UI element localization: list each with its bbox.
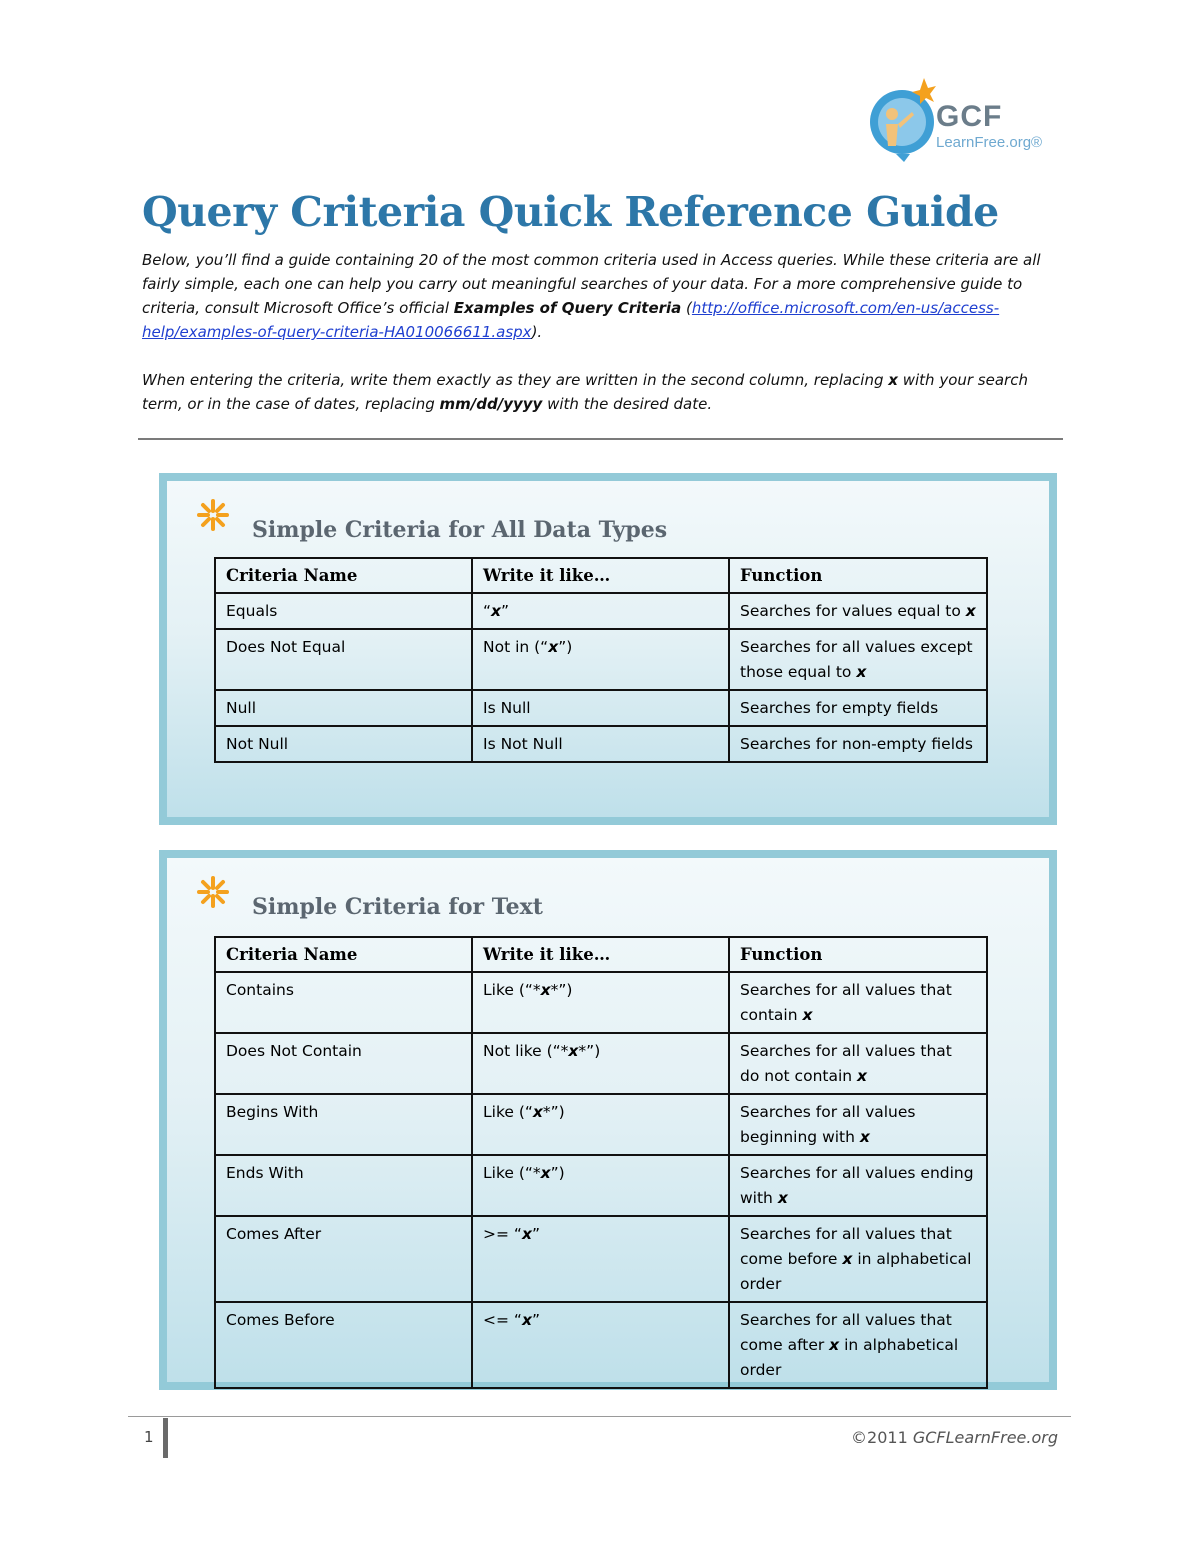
cell-text: Searches for all values that contain — [740, 981, 952, 1024]
intro-text-run: When entering the criteria, write them exactly as they are written in the second column, replacing — [142, 371, 889, 389]
intro-text-run: ). — [531, 323, 543, 341]
search-term-placeholder: x — [568, 1042, 579, 1060]
search-term-placeholder: x — [777, 1189, 788, 1207]
search-term-placeholder: x — [540, 981, 551, 999]
cell-text: Searches for all values except those equal to — [740, 638, 973, 681]
table-row — [215, 1155, 987, 1216]
criteria-name-cell — [215, 1216, 472, 1302]
function-cell — [729, 1094, 987, 1155]
intro-bold-run: Examples of Query Criteria — [453, 299, 682, 317]
cell-text: Searches for all values ending with — [740, 1164, 974, 1207]
cell-text: in alphabetical order — [740, 1336, 959, 1379]
criteria-table — [214, 936, 988, 1389]
cell-text: Not like (“* — [483, 1042, 569, 1060]
cell-text: Like (“* — [483, 1164, 541, 1182]
function-cell — [729, 1302, 987, 1388]
cell-text: Searches for all values that come after — [740, 1311, 952, 1354]
search-term-placeholder: x — [829, 1336, 840, 1354]
cell-text: Like (“* — [483, 981, 541, 999]
section-title: Simple Criteria for Text — [252, 894, 543, 920]
search-term-placeholder: x — [540, 1164, 551, 1182]
intro-bold-run: mm/dd/yyyy — [439, 395, 543, 413]
write-it-like-cell — [472, 593, 729, 629]
copyright-year: ©2011 — [851, 1428, 913, 1447]
write-it-like-cell — [472, 1302, 729, 1388]
criteria-name-cell — [215, 593, 472, 629]
cell-text: >= “ — [483, 1225, 522, 1243]
intro-bold-run: x — [888, 371, 898, 389]
intro-text-run: Below, you’ll find a guide containing 20 of the most common criteria used in Access queries. While these criteria are all fairly simple, each one can help you carry out meaningful searches of your data. For a more comprehensive guide to criteria, consult Microsoft Office’s official — [142, 251, 1041, 317]
cell-text: ”) — [558, 638, 573, 656]
search-term-placeholder: x — [548, 638, 559, 656]
intro-text-run: with the desired date. — [542, 395, 713, 413]
function-cell — [729, 972, 987, 1033]
cell-text: ” — [531, 1311, 540, 1329]
column-header: Criteria Name — [215, 937, 472, 972]
asterisk-icon — [195, 874, 231, 910]
cell-text: Comes After — [226, 1225, 322, 1243]
table-row — [215, 1302, 987, 1388]
globe-icon — [866, 72, 936, 162]
cell-text: *”) — [550, 981, 573, 999]
copyright — [851, 1428, 1058, 1447]
footer-divider — [128, 1416, 1071, 1417]
cell-text: Searches for empty fields — [740, 699, 939, 717]
function-cell — [729, 593, 987, 629]
write-it-like-cell — [472, 1094, 729, 1155]
cell-text: <= “ — [483, 1311, 522, 1329]
cell-text: *”) — [578, 1042, 601, 1060]
criteria-name-cell — [215, 972, 472, 1033]
table-row — [215, 690, 987, 726]
search-term-placeholder: x — [856, 663, 867, 681]
section-all-data-types — [159, 473, 1057, 825]
criteria-name-cell — [215, 726, 472, 762]
cell-text: Searches for values equal to — [740, 602, 966, 620]
cell-text: ” — [501, 602, 510, 620]
criteria-name-cell — [215, 629, 472, 690]
asterisk-icon — [195, 497, 231, 533]
logo-wordmark: GCF — [936, 100, 1003, 133]
table-row — [215, 1033, 987, 1094]
copyright-site: GCFLearnFree.org — [912, 1428, 1058, 1447]
cell-text: Ends With — [226, 1164, 304, 1182]
section-divider — [138, 438, 1063, 440]
column-header: Function — [729, 558, 987, 593]
write-it-like-cell — [472, 972, 729, 1033]
cell-text: Searches for non-empty fields — [740, 735, 973, 753]
page-title: Query Criteria Quick Reference Guide — [142, 188, 999, 236]
page-number: 1 — [144, 1428, 154, 1446]
cell-text: Not in (“ — [483, 638, 549, 656]
function-cell — [729, 1033, 987, 1094]
search-term-placeholder: x — [491, 602, 502, 620]
column-header: Write it like… — [472, 558, 729, 593]
table-row — [215, 726, 987, 762]
microsoft-criteria-link[interactable]: http://office.microsoft.com/en-us/access-help/examples-of-query-criteria-HA010066611.aspx — [142, 299, 1000, 341]
intro-text-run: ( — [681, 299, 692, 317]
cell-text: Like (“ — [483, 1103, 533, 1121]
search-term-placeholder: x — [857, 1067, 868, 1085]
table-row — [215, 1094, 987, 1155]
function-cell — [729, 726, 987, 762]
search-term-placeholder: x — [521, 1225, 532, 1243]
criteria-name-cell — [215, 1094, 472, 1155]
table-row — [215, 593, 987, 629]
cell-text: in alphabetical order — [740, 1250, 972, 1293]
write-it-like-cell — [472, 690, 729, 726]
column-header: Write it like… — [472, 937, 729, 972]
section-text — [159, 850, 1057, 1390]
intro-text — [142, 248, 1072, 416]
cell-text: Not Null — [226, 735, 289, 753]
write-it-like-cell — [472, 726, 729, 762]
search-term-placeholder: x — [965, 602, 976, 620]
search-term-placeholder: x — [532, 1103, 543, 1121]
section-title: Simple Criteria for All Data Types — [252, 517, 668, 543]
search-term-placeholder: x — [842, 1250, 853, 1268]
cell-text: Searches for all values that do not contain — [740, 1042, 952, 1085]
cell-text: Begins With — [226, 1103, 319, 1121]
cell-text: “ — [483, 602, 492, 620]
criteria-name-cell — [215, 690, 472, 726]
table-row — [215, 629, 987, 690]
intro-text-run: with your search term, or in the case of dates, replacing — [142, 371, 1028, 413]
function-cell — [729, 690, 987, 726]
column-header: Function — [729, 937, 987, 972]
cell-text: Does Not Equal — [226, 638, 346, 656]
cell-text: *”) — [542, 1103, 565, 1121]
cell-text: Null — [226, 699, 257, 717]
logo-subtext: LearnFree.org® — [936, 134, 1043, 151]
gcf-logo — [866, 72, 1066, 162]
criteria-name-cell — [215, 1033, 472, 1094]
criteria-name-cell — [215, 1155, 472, 1216]
cell-text: ” — [531, 1225, 540, 1243]
cell-text: Does Not Contain — [226, 1042, 362, 1060]
table-row — [215, 972, 987, 1033]
cell-text: Is Null — [483, 699, 531, 717]
search-term-placeholder: x — [802, 1006, 813, 1024]
cell-text: Contains — [226, 981, 294, 999]
search-term-placeholder: x — [521, 1311, 532, 1329]
write-it-like-cell — [472, 1216, 729, 1302]
page-number-bar — [163, 1418, 168, 1458]
cell-text: Equals — [226, 602, 278, 620]
search-term-placeholder: x — [859, 1128, 870, 1146]
function-cell — [729, 629, 987, 690]
write-it-like-cell — [472, 629, 729, 690]
write-it-like-cell — [472, 1033, 729, 1094]
criteria-table — [214, 557, 988, 763]
cell-text: ”) — [550, 1164, 565, 1182]
write-it-like-cell — [472, 1155, 729, 1216]
criteria-name-cell — [215, 1302, 472, 1388]
intro-paragraph-1 — [142, 248, 1072, 344]
cell-text: Is Not Null — [483, 735, 563, 753]
column-header: Criteria Name — [215, 558, 472, 593]
intro-paragraph-2 — [142, 368, 1072, 416]
cell-text: Searches for all values that come before — [740, 1225, 952, 1268]
cell-text: Searches for all values beginning with — [740, 1103, 916, 1146]
function-cell — [729, 1155, 987, 1216]
table-row — [215, 1216, 987, 1302]
function-cell — [729, 1216, 987, 1302]
cell-text: Comes Before — [226, 1311, 335, 1329]
